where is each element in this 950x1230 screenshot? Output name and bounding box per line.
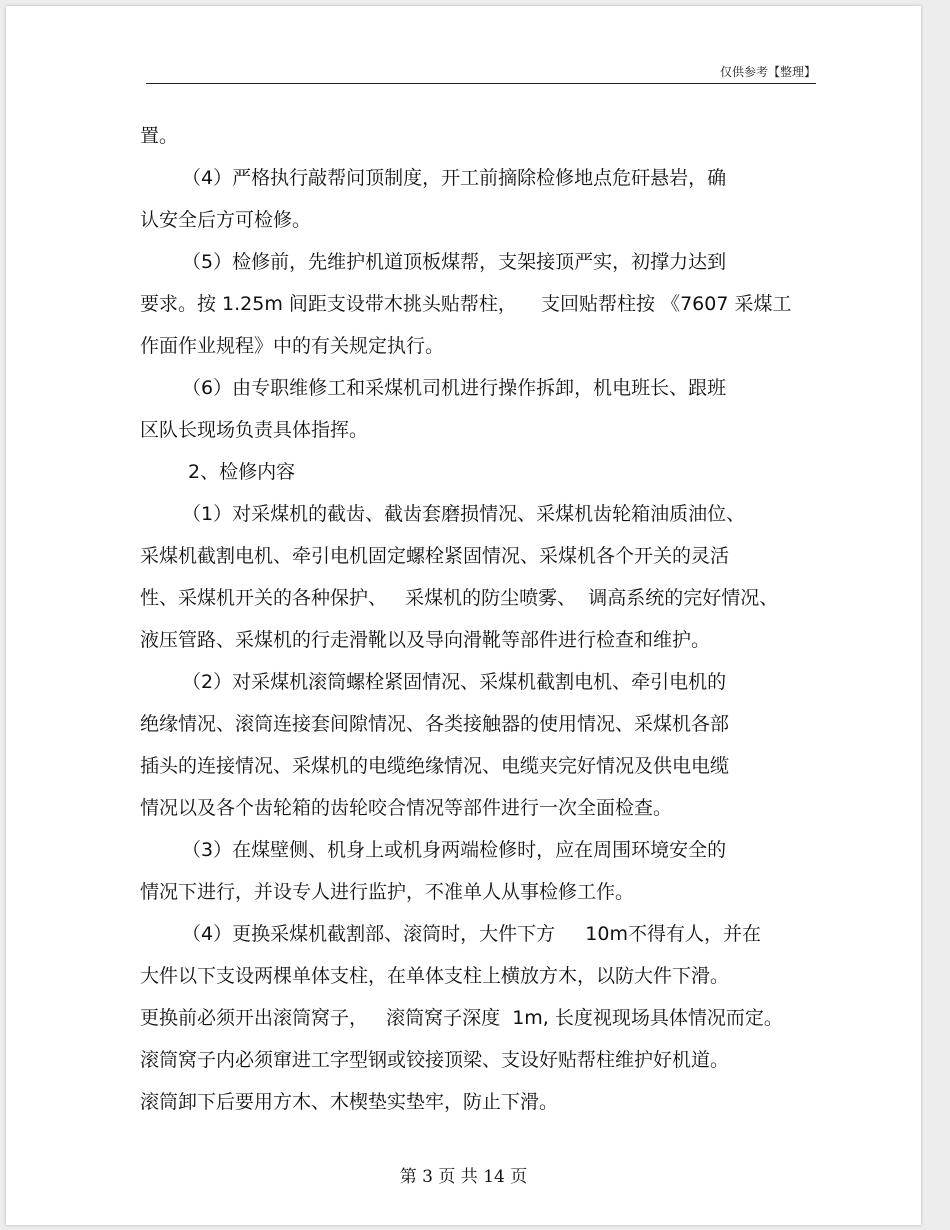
text-line: （5）检修前，先维护机道顶板煤帮，支架接顶严实，初撑力达到	[182, 251, 727, 273]
text-line: 液压管路、采煤机的行走滑靴以及导向滑靴等部件进行检查和维护。	[140, 629, 711, 651]
header-rule	[146, 83, 816, 84]
text-line: 性、采煤机开关的各种保护、 采煤机的防尘喷雾、 调高系统的完好情况、	[140, 587, 779, 609]
text-line: （4）更换采煤机截割部、滚筒时，大件下方 10m不得有人，并在	[182, 923, 761, 945]
text-line: 情况下进行，并设专人进行监护，不准单人从事检修工作。	[140, 881, 635, 903]
text-line: （1）对采煤机的截齿、截齿套磨损情况、采煤机齿轮箱油质油位、	[182, 503, 746, 525]
page-footer: 第 3 页 共 14 页	[399, 1167, 528, 1187]
page-header: 仅供参考【整理】	[719, 65, 816, 79]
text-line: 绝缘情况、滚筒连接套间隙情况、各类接触器的使用情况、采煤机各部	[140, 713, 730, 735]
text-line: （4）严格执行敲帮问顶制度，开工前摘除检修地点危矸悬岩，确	[182, 167, 727, 189]
text-line: 认安全后方可检修。	[140, 209, 312, 231]
text-line: 置。	[140, 125, 179, 147]
text-line: 滚筒卸下后要用方木、木楔垫实垫牢，防止下滑。	[140, 1091, 559, 1113]
text-line: 大件以下支设两棵单体支柱，在单体支柱上横放方木，以防大件下滑。	[140, 965, 730, 987]
text-line: 滚筒窝子内必须窜进工字型钢或铰接顶梁、支设好贴帮柱维护好机道。	[140, 1049, 730, 1071]
text-line: （3）在煤壁侧、机身上或机身两端检修时，应在周围环境安全的	[182, 839, 727, 861]
text-line: 作面作业规程》中的有关规定执行。	[140, 335, 445, 357]
text-line: 更换前必须开出滚筒窝子， 滚筒窝子深度 1m, 长度视现场具体情况而定。	[140, 1007, 783, 1029]
section-heading: 2、检修内容	[188, 461, 296, 483]
text-line: （6）由专职维修工和采煤机司机进行操作拆卸，机电班长、跟班	[182, 377, 727, 399]
text-line: （2）对采煤机滚筒螺栓紧固情况、采煤机截割电机、牵引电机的	[182, 671, 727, 693]
text-line: 要求。按 1.25m 间距支设带木挑头贴帮柱， 支回贴帮柱按 《7607 采煤工	[140, 293, 792, 315]
text-line: 区队长现场负责具体指挥。	[140, 419, 369, 441]
text-line: 插头的连接情况、采煤机的电缆绝缘情况、电缆夹完好情况及供电电缆	[140, 755, 730, 777]
text-line: 采煤机截割电机、牵引电机固定螺栓紧固情况、采煤机各个开关的灵活	[140, 545, 730, 567]
text-line: 情况以及各个齿轮箱的齿轮咬合情况等部件进行一次全面检查。	[140, 797, 673, 819]
document-page	[6, 6, 921, 1225]
